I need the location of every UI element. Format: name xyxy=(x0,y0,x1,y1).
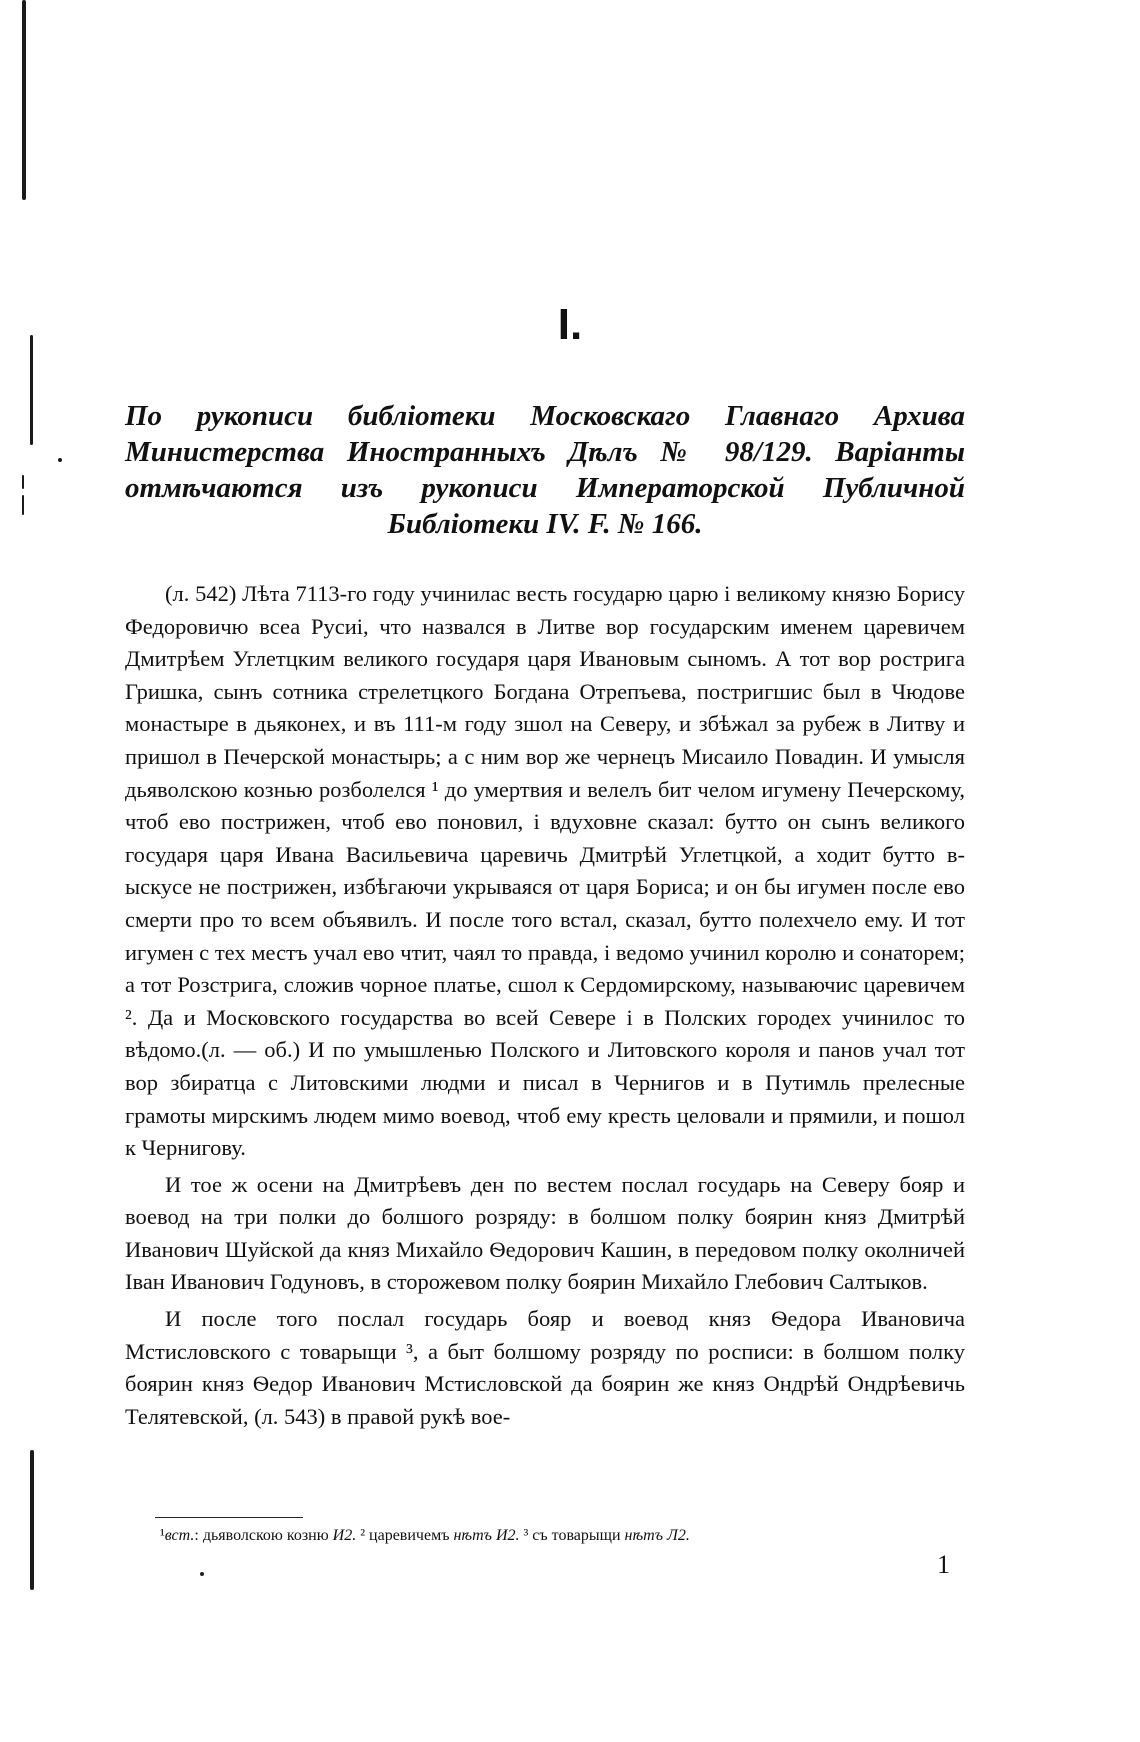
scan-edge-mark xyxy=(22,475,24,489)
footnote-marker-3: ³ xyxy=(523,1527,529,1544)
paragraph-2: И тое ж осени на Дмитрѣевъ ден по вестем послал государь на Северу бояр и воевод на три полки до болшого розряду: в болшом полку боярин княз Дмитрѣй Иванович Шуйской да княз Михайло Ѳедорович Кашин, в передовом полку околничей Іван Иванович Годуновъ, в сторожевом полку боярин Михайло Глебович Салтыков. xyxy=(125,1171,965,1295)
footnote-3-text: съ товарыщи xyxy=(528,1527,625,1544)
paragraph-3: И после того послал государь бояр и воевод княз Ѳедора Ивановича Мстисловского с товарыщи ³, а быт болшому розряду по росписи: в болшом полку боярин княз Ѳедор Иванович Мстисловской да боярин же княз Ондрѣй Ондрѣевичь Телятевской, (л. 543) в правой рукѣ вое- xyxy=(125,1306,965,1429)
footnote-1-abbrev: вст. xyxy=(164,1527,195,1544)
scan-speck xyxy=(200,1572,204,1576)
section-number: I. xyxy=(557,300,583,349)
footnote-divider xyxy=(155,1517,303,1518)
scan-speck xyxy=(58,458,62,462)
footnote-2-text: царевичемъ xyxy=(365,1527,454,1544)
footnotes xyxy=(160,1525,970,1547)
page-number: 1 xyxy=(937,1550,950,1579)
body-text xyxy=(125,578,965,1433)
footnote-1-source: И2. xyxy=(332,1527,357,1544)
scan-edge-mark xyxy=(30,1450,34,1590)
footnote-marker-2: ² xyxy=(360,1527,366,1544)
scan-edge-mark xyxy=(22,495,24,515)
scan-edge-mark xyxy=(30,335,33,445)
paragraph-1: (л. 542) Лѣта 7113-го году учинилас весть государю царю і великому князю Борису Федоровичю всеа Русиі, что назвался в Литве вор государским именем царевичем Дмитрѣем Углетцким великого государя царя Ивановым сыномъ. А тот вор рострига Гришка, сынъ сотника стрелетцкого Богдана Отрепъева, постригшис был в Чюдове монастыре в дьяконех, и въ 111-м году зшол на Северу, и збѣжал за рубеж в Литву и пришол в Печерской монастырь; а с ним вор же чернецъ Мисаило Повадин. И умысля дьяволскою кознью розболелся ¹ до умертвия и велелъ бит челом игумену Печерскому, чтоб ево пострижен, чтоб ево поновил, і вдуховне сказал: бутто он сынъ великого государя царя Ивана Васильевича царевичь Дмитрѣй Углетцкой, а ходит бутто в-ыскусе не пострижен, избѣгаючи укрываяся от царя Бориса; и он бы игумен после ево смерти про то всем объявилъ. И после того встал, сказал, бутто полехчело ему. И тот игумен с тех местъ учал ево чтит, чаял то правда, і ведомо учинил королю и сонаторем; а тот Розстрига, сложив чорное платье, сшол к Сердомирскому, называючис царевичем ². Да и Московского государства во всей Севере і в Полских городех учинилос то вѣдомо.(л. — об.) И по умышленью Полского и Литовского короля и панов учал тот вор збиратца с Литовскими людми и писал в Чернигов и в Путимль прелесные грамоты мирскимъ людем мимо воевод, чтоб ему кресть целовали и прямили, и пошол к Чернигову. xyxy=(125,581,965,1161)
footnote-3-source: нѣтъ Л2. xyxy=(624,1527,690,1544)
section-heading: По рукописи библіотеки Московскаго Главнаго Архива Министерства Иностранныхъ Дѣлъ № 98/129. Варіанты отмѣчаются изъ рукописи Императорской Публичной Библіотеки IV. F. № 166. xyxy=(125,400,965,540)
footnote-2-source: нѣтъ И2. xyxy=(453,1527,520,1544)
footnote-marker-1: ¹ xyxy=(160,1527,165,1544)
scan-edge-mark xyxy=(22,0,26,200)
footnote-1-text: : дьяволскою козню xyxy=(194,1527,329,1544)
